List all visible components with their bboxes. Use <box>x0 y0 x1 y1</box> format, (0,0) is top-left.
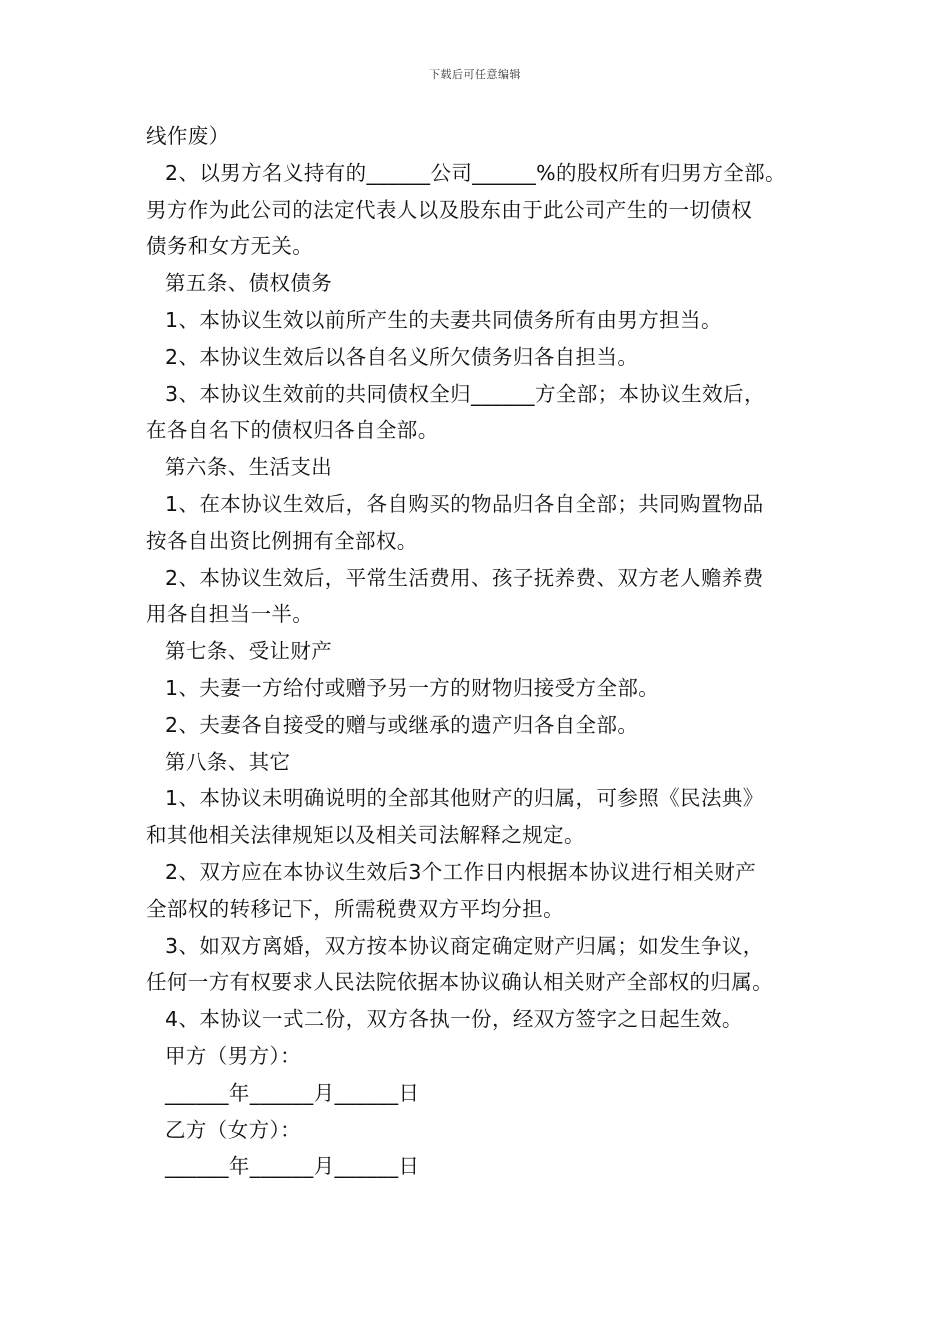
section-heading: 第七条、受让财产 <box>165 639 333 664</box>
party-a-date: ______年______月______日 <box>165 1080 420 1105</box>
paragraph-line: 和其他相关法律规矩以及相关司法解释之规定。 <box>146 823 585 848</box>
paragraph-line: 1、本协议未明确说明的全部其他财产的归属，可参照《民法典》 <box>165 786 764 811</box>
paragraph-line: 1、夫妻一方给付或赠予另一方的财物归接受方全部。 <box>165 675 660 700</box>
paragraph-line: 1、在本协议生效后，各自购买的物品归各自全部；共同购置物品 <box>165 491 764 516</box>
paragraph-line: 任何一方有权要求人民法院依据本协议确认相关财产全部权的归属。 <box>146 970 773 995</box>
paragraph-line: 1、本协议生效以前所产生的夫妻共同债务所有由男方担当。 <box>165 307 722 332</box>
party-b-label: 乙方（女方）： <box>165 1117 302 1142</box>
page-header: 下载后可任意编辑 <box>429 68 521 81</box>
paragraph-line: 债务和女方无关。 <box>146 234 314 259</box>
party-a-label: 甲方（男方）： <box>165 1043 302 1068</box>
paragraph-line: 3、本协议生效前的共同债权全归______方全部；本协议生效后， <box>165 381 765 406</box>
paragraph-line: 线作废） <box>146 124 230 148</box>
paragraph-line: 2、双方应在本协议生效后3个工作日内根据本协议进行相关财产 <box>165 859 757 884</box>
paragraph-line: 2、本协议生效后，平常生活费用、孩子抚养费、双方老人赡养费 <box>165 565 764 590</box>
section-heading: 第八条、其它 <box>165 749 291 774</box>
paragraph-line: 2、以男方名义持有的______公司______%的股权所有归男方全部。 <box>165 160 786 185</box>
paragraph-line: 按各自出资比例拥有全部权。 <box>146 528 418 553</box>
section-heading: 第五条、债权债务 <box>165 271 333 296</box>
paragraph-line: 男方作为此公司的法定代表人以及股东由于此公司产生的一切债权 <box>146 197 753 222</box>
party-b-date: ______年______月______日 <box>165 1154 420 1179</box>
paragraph-line: 全部权的转移记下，所需税费双方平均分担。 <box>146 896 564 921</box>
paragraph-line: 在各自名下的债权归各自全部。 <box>146 418 439 443</box>
document-body <box>146 118 810 1185</box>
paragraph-line: 2、本协议生效后以各自名义所欠债务归各自担当。 <box>165 344 639 369</box>
paragraph-line: 4、本协议一式二份，双方各执一份，经双方签字之日起生效。 <box>165 1007 743 1032</box>
paragraph-line: 2、夫妻各自接受的赠与或继承的遗产归各自全部。 <box>165 712 639 737</box>
paragraph-line: 用各自担当一半。 <box>146 602 314 627</box>
section-heading: 第六条、生活支出 <box>165 455 333 480</box>
paragraph-line: 3、如双方离婚，双方按本协议商定确定财产归属；如发生争议， <box>165 933 764 958</box>
